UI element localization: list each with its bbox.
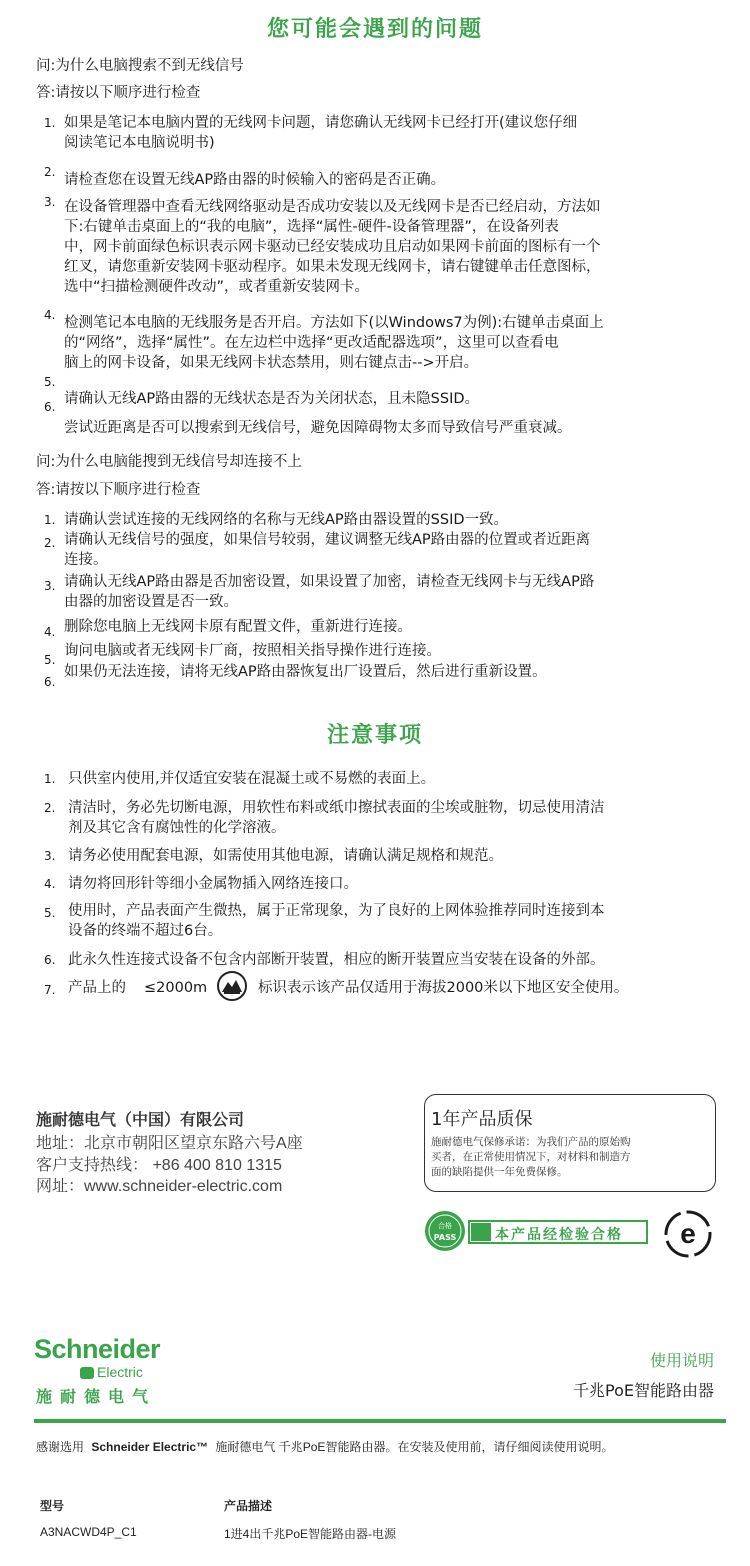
green-divider xyxy=(34,1419,726,1423)
brand-logo-sub xyxy=(80,1364,143,1380)
list-item-line: 检测笔记本电脑的无线服务是否开启。方法如下(以Windows7为例):右键单击桌面上 xyxy=(64,315,604,331)
list-number: 4. xyxy=(44,877,56,891)
list-number: 2. xyxy=(44,536,56,550)
pass-badge-icon xyxy=(424,1210,466,1252)
list-item-line: 使用时，产品表面产生微热，属于正常现象，为了良好的上网体验推荐同时连接到本 xyxy=(68,903,605,919)
warranty-line: 买者，在正常使用情况下，对材料和制造方 xyxy=(431,1151,631,1163)
list-item-line: 选中“扫描检测硬件改动”，或者重新安装网卡。 xyxy=(64,279,370,295)
list-number: 5. xyxy=(44,906,56,920)
pass-badge-bottom: PASS xyxy=(433,1233,457,1242)
list-number: 1. xyxy=(44,116,56,130)
thanks-post: 施耐德电气 千兆PoE智能路由器。在安装及使用前，请仔细阅读使用说明。 xyxy=(215,1440,614,1454)
list-item-line: 连接。 xyxy=(64,552,108,568)
list-item-line: 询问电脑或者无线网卡厂商，按照相关指导操作进行连接。 xyxy=(64,643,441,659)
altitude-value: ≤2000m xyxy=(144,980,208,996)
list-item-line: 此永久性连接式设备不包含内部断开装置，相应的断开装置应当安装在设备的外部。 xyxy=(68,952,605,968)
list-item-line: 请检查您在设置无线AP路由器的时候输入的密码是否正确。 xyxy=(64,172,446,188)
list-number: 1. xyxy=(44,772,56,786)
company-address: 地址：北京市朝阳区望京东路六号A座 xyxy=(36,1135,303,1152)
brand-logo-name: Schneider xyxy=(34,1334,161,1364)
list-item-line: 下:右键单击桌面上的“我的电脑”，选择“属性-硬件-设备管理器”，在设备列表 xyxy=(64,219,559,235)
list-number: 2. xyxy=(44,165,56,179)
warranty-title: 1年产品质保 xyxy=(431,1109,533,1130)
pass-badge-top: 合格 xyxy=(438,1222,452,1230)
list-number: 6. xyxy=(44,400,56,414)
list-item-line: 脑上的网卡设备，如果无线网卡状态禁用，则右键点击-->开启。 xyxy=(64,355,479,371)
list-item-line: 请确认尝试连接的无线网络的名称与无线AP路由器设置的SSID一致。 xyxy=(64,512,509,528)
description-value: 1进4出千兆PoE智能路由器-电源 xyxy=(224,1527,397,1541)
list-item-line: 删除您电脑上无线网卡原有配置文件，重新进行连接。 xyxy=(64,619,412,635)
list-item-line: 剂及其它含有腐蚀性的化学溶液。 xyxy=(68,820,286,836)
list-item-line: 清洁时，务必先切断电源，用软性布料或纸巾擦拭表面的尘埃或脏物，切忌使用清洁 xyxy=(68,800,605,816)
company-hotline: 客户支持热线： +86 400 810 1315 xyxy=(36,1157,282,1174)
list-item-line: 由器的加密设置是否一致。 xyxy=(64,594,238,610)
brand-chinese: 施耐德电气 xyxy=(36,1387,157,1406)
list-item-line: 中，网卡前面绿色标识表示网卡驱动已经安装成功且启动如果网卡前面的图标有一个 xyxy=(64,239,601,255)
altitude-mountain-icon xyxy=(216,970,248,1002)
list-item-line: 尝试近距离是否可以搜索到无线信号，避免因障碍物太多而导致信号严重衰减。 xyxy=(64,420,572,436)
warranty-box xyxy=(424,1094,716,1192)
list-number: 1. xyxy=(44,513,56,527)
list-item-line: 如果仍无法连接，请将无线AP路由器恢复出厂设置后，然后进行重新设置。 xyxy=(64,664,547,680)
list-number: 3. xyxy=(44,849,56,863)
thanks-line xyxy=(36,1438,613,1455)
question-1: 问:为什么电脑搜索不到无线信号 xyxy=(36,58,244,74)
thanks-pre: 感谢选用 xyxy=(36,1440,85,1454)
manual-product: 千兆PoE智能路由器 xyxy=(573,1381,714,1400)
question-2: 问:为什么电脑能搜到无线信号却连接不上 xyxy=(36,454,302,470)
list-number: 7. xyxy=(44,983,56,997)
list-number: 3. xyxy=(44,195,56,209)
list-item-line: 只供室内使用,并仅适宜安装在混凝土或不易燃的表面上。 xyxy=(68,771,436,787)
list-item-line: 请勿将回形针等细小金属物插入网络连接口。 xyxy=(68,876,358,892)
list-number: 3. xyxy=(44,579,56,593)
warranty-line: 面的缺陷提供一年免费保修。 xyxy=(431,1166,568,1178)
list-item-line: 阅读笔记本电脑说明书) xyxy=(64,135,215,151)
list-number: 6. xyxy=(44,953,56,967)
brand-sub-text: Electric xyxy=(97,1364,143,1380)
list-item-line: 标识表示该产品仅适用于海拔2000米以下地区安全使用。 xyxy=(258,980,629,996)
section-title-troubleshooting: 您可能会遇到的问题 xyxy=(266,17,483,42)
svg-text:e: e xyxy=(680,1218,696,1249)
list-number: 2. xyxy=(44,801,56,815)
list-item-line: 请确认无线AP路由器是否加密设置，如果设置了加密，请检查无线网卡与无线AP路 xyxy=(64,574,595,590)
thanks-brand: Schneider Electric™ xyxy=(91,1440,209,1454)
list-number: 4. xyxy=(44,625,56,639)
list-item-line: 设备的终端不超过6台。 xyxy=(68,923,223,939)
company-name: 施耐德电气（中国）有限公司 xyxy=(36,1112,245,1129)
answer-2: 答:请按以下顺序进行检查 xyxy=(36,482,201,498)
list-item-line: 在设备管理器中查看无线网络驱动是否成功安装以及无线网卡是否已经启动，方法如 xyxy=(64,199,601,215)
model-header: 型号 xyxy=(40,1499,65,1513)
list-item-line: 的“网络”，选择“属性”。在左边栏中选择“更改适配器选项”，这里可以查看电 xyxy=(64,335,559,351)
list-item-line: 红叉，请您重新安装网卡驱动程序。如果未发现无线网卡，请右键键单击任意图标， xyxy=(64,259,601,275)
inspection-text: 本产品经检验合格 xyxy=(495,1227,623,1243)
answer-1: 答:请按以下顺序进行检查 xyxy=(36,85,201,101)
company-website: 网址：www.schneider-electric.com xyxy=(36,1178,283,1195)
list-item-line: 产品上的 xyxy=(68,980,126,996)
list-item-line: 如果是笔记本电脑内置的无线网卡问题，请您确认无线网卡已经打开(建议您仔细 xyxy=(64,115,578,131)
list-number: 6. xyxy=(44,675,56,689)
model-value: A3NACWD4P_C1 xyxy=(40,1525,137,1539)
list-item-line: 请确认无线AP路由器的无线状态是否为关闭状态，且未隐SSID。 xyxy=(64,391,480,407)
section-title-precautions: 注意事项 xyxy=(326,723,423,748)
manual-label: 使用说明 xyxy=(649,1351,714,1370)
list-item-line: 请确认无线信号的强度，如果信号较弱，建议调整无线AP路由器的位置或者近距离 xyxy=(64,532,591,548)
recycle-e-icon xyxy=(662,1208,714,1260)
description-header: 产品描述 xyxy=(224,1499,273,1513)
list-number: 5. xyxy=(44,375,56,389)
list-number: 4. xyxy=(44,308,56,322)
list-item-line: 请务必使用配套电源，如需使用其他电源，请确认满足规格和规范。 xyxy=(68,848,503,864)
inspection-label-box xyxy=(468,1220,648,1244)
brand-life-is-on-icon xyxy=(80,1367,94,1379)
warranty-line: 施耐德电气保修承诺：为我们产品的原始购 xyxy=(431,1136,631,1148)
list-number: 5. xyxy=(44,653,56,667)
